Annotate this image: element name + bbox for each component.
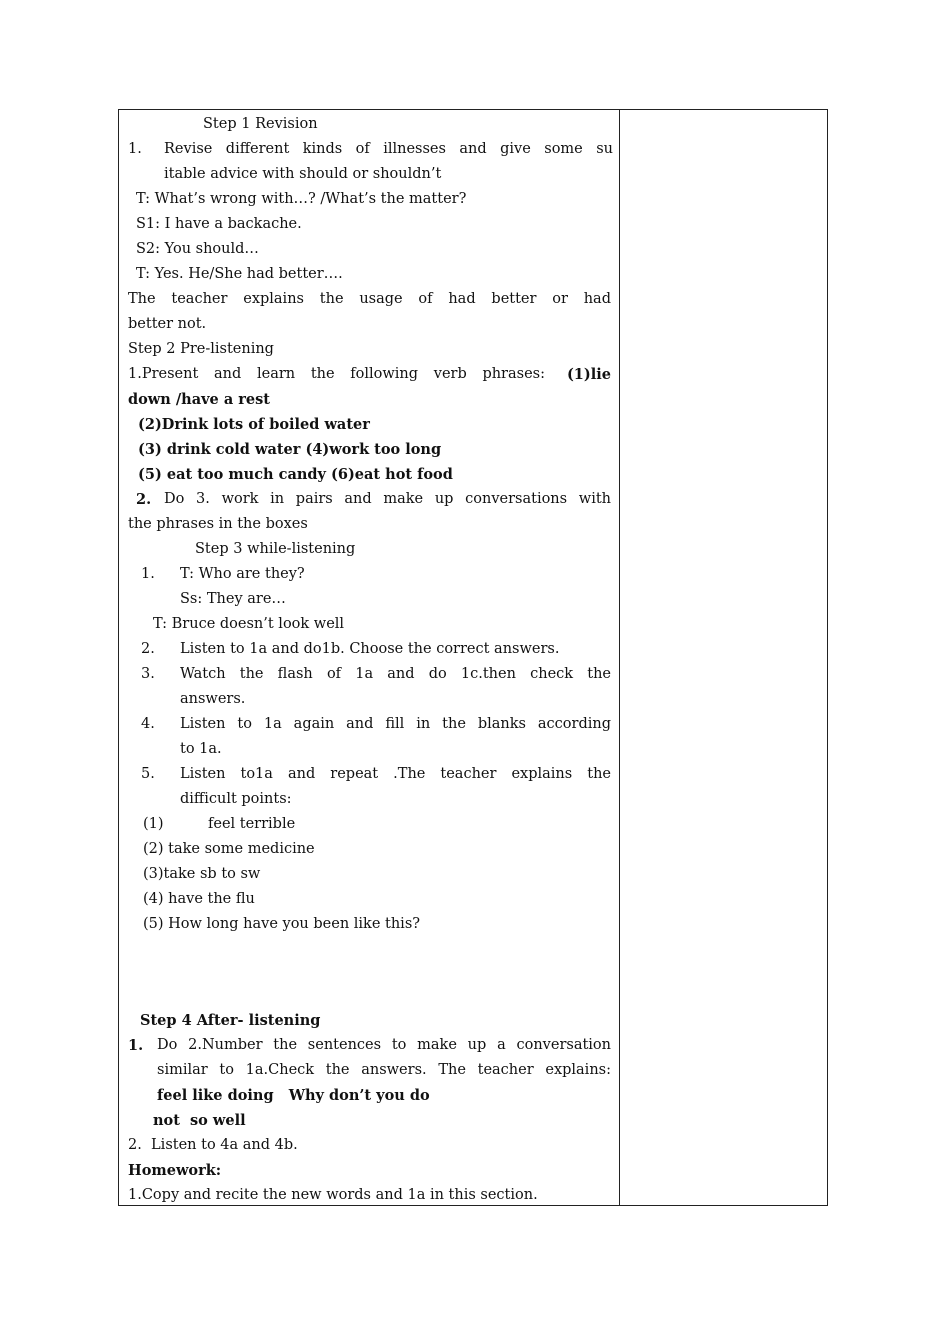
point-line: (4) have the flu: [143, 891, 255, 907]
phrase-line: (3) drink cold water (4)work too long: [138, 441, 442, 458]
homework-heading: Homework:: [128, 1162, 222, 1179]
phrase-line: (5) eat too much candy (6)eat hot food: [138, 466, 453, 483]
listening-item-3: 3. Watch the flash of 1a and do 1c.then check the: [141, 666, 611, 682]
step1-heading: Step 1 Revision: [203, 116, 318, 132]
point-line: (5) How long have you been like this?: [143, 916, 421, 932]
listening-item-1: 1. T: Who are they?: [141, 566, 305, 582]
lesson-table: [118, 109, 828, 1206]
listening-item-5: 5. Listen to1a and repeat .The teacher explains the: [141, 766, 611, 782]
phrase-intro: 1.Present and learn the following verb phrases: (1)lie: [128, 366, 611, 383]
step3-heading: Step 3 while-listening: [195, 541, 356, 557]
listening-item-1-cont: T: Bruce doesn’t look well: [153, 616, 345, 632]
step4-heading: Step 4 After- listening: [140, 1012, 321, 1029]
point-line: (3)take sb to sw: [143, 866, 261, 882]
dialogue-line: T: Yes. He/She had better….: [136, 266, 343, 282]
dialogue-line: T: What’s wrong with…? /What’s the matter?: [136, 191, 467, 207]
phrase-line: down /have a rest: [128, 391, 270, 408]
after-listening-item-1-cont: similar to 1a.Check the answers. The teacher explains:: [157, 1062, 611, 1078]
paragraph-line: better not.: [128, 316, 207, 332]
after-listening-item-1: 1. Do 2.Number the sentences to make up a conversation: [128, 1037, 611, 1054]
listening-item-5-cont: difficult points:: [180, 791, 292, 807]
listening-item-1-cont: Ss: They are…: [180, 591, 286, 607]
notes-column: [620, 110, 827, 1205]
after-listening-item-2: 2. Listen to 4a and 4b.: [128, 1137, 298, 1153]
point-line: (1) feel terrible: [143, 816, 296, 832]
pair-work-item: 2. Do 3. work in pairs and make up conversations with: [136, 491, 611, 508]
listening-item-3-cont: answers.: [180, 691, 246, 707]
pair-work-item-cont: the phrases in the boxes: [128, 516, 308, 532]
revision-item-1: 1. Revise different kinds of illnesses and give some su: [128, 141, 613, 157]
paragraph-line: The teacher explains the usage of had better or had: [128, 291, 611, 307]
point-line: (2) take some medicine: [143, 841, 315, 857]
dialogue-line: S1: I have a backache.: [136, 216, 302, 232]
listening-item-2: 2. Listen to 1a and do1b. Choose the correct answers.: [141, 641, 560, 657]
phrase-line: (2)Drink lots of boiled water: [138, 416, 370, 433]
revision-item-1-cont: itable advice with should or shouldn’t: [164, 166, 442, 182]
listening-item-4-cont: to 1a.: [180, 741, 222, 757]
dialogue-line: S2: You should…: [136, 241, 259, 257]
homework-item-1: 1.Copy and recite the new words and 1a in this section.: [128, 1187, 538, 1203]
step2-heading: Step 2 Pre-listening: [128, 341, 274, 357]
expression-line: not so well: [153, 1112, 246, 1129]
expression-line: feel like doing Why don’t you do: [157, 1087, 430, 1104]
listening-item-4: 4. Listen to 1a again and fill in the blanks according: [141, 716, 611, 732]
